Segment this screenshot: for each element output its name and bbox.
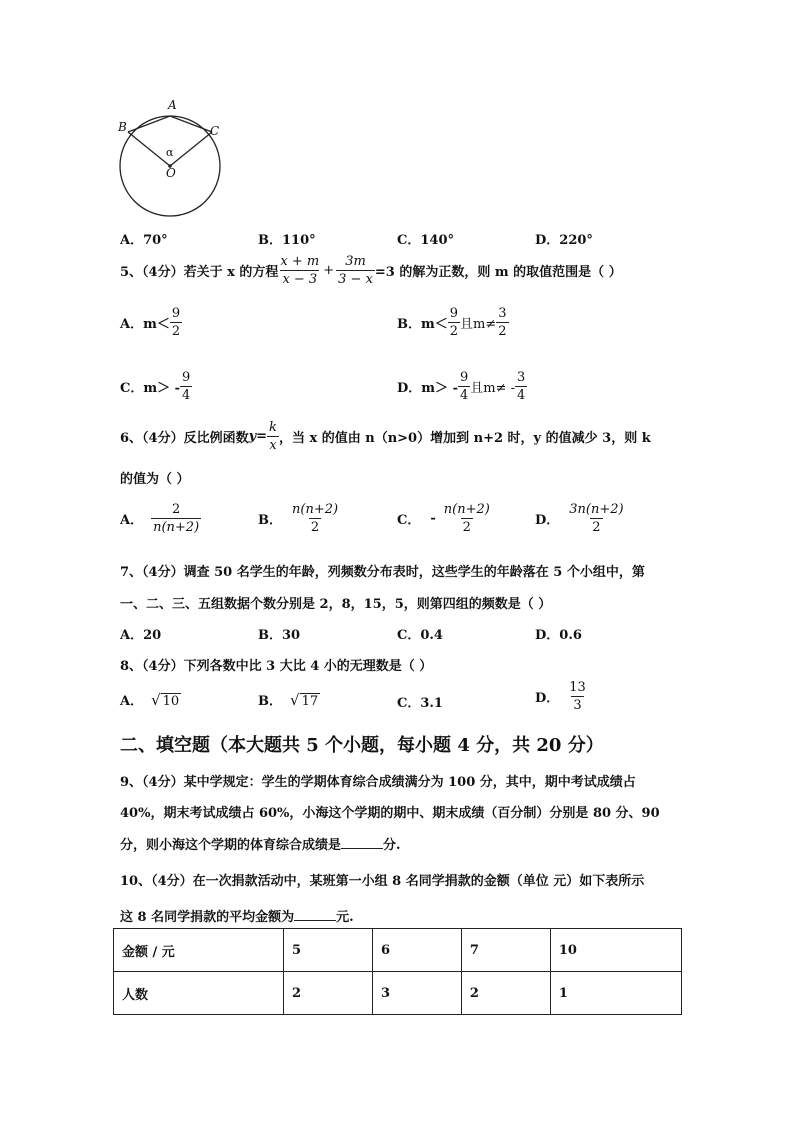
q4-option-b: B．110° bbox=[258, 233, 316, 248]
q7-stem-line1: 7、（4分）调查 50 名学生的年龄，列频数分布表时，这些学生的年龄落在 5 个小组中，第 bbox=[120, 565, 645, 580]
chord-ab bbox=[128, 116, 170, 132]
q7-option-d: D．0.6 bbox=[535, 628, 582, 643]
label-alpha: α bbox=[166, 146, 174, 159]
circle-figure bbox=[112, 98, 252, 222]
q7-option-c: C．0.4 bbox=[397, 628, 443, 643]
label-o: O bbox=[166, 166, 176, 180]
q6-option-a: A． $\frac{2}{n(n+2)}$ bbox=[120, 502, 200, 535]
q4-option-a: A．70° bbox=[120, 233, 168, 248]
table-cell: 5 bbox=[284, 929, 373, 972]
table-cell: 3 bbox=[372, 972, 461, 1015]
q10-stem-line1: 10、（4分）在一次捐款活动中，某班第一小组 8 名同学捐款的金额（单位 元）如下表所示 bbox=[120, 874, 645, 889]
q5-fraction-2: $\frac{3m}{3 - x}$ bbox=[338, 254, 373, 287]
table-row bbox=[114, 929, 682, 972]
label-b: B bbox=[118, 120, 127, 134]
q9-stem-line1: 9、（4分）某中学规定：学生的学期体育综合成绩满分为 100 分，其中，期中考试成绩占 bbox=[120, 775, 636, 790]
q8-option-d: D． $\frac{13}{3}$ bbox=[535, 680, 586, 713]
q5-option-c: C． m＞ - $\frac{9}{4}$ bbox=[120, 370, 191, 403]
label-c: C bbox=[210, 124, 220, 138]
table-cell: 金额 / 元 bbox=[114, 929, 284, 972]
q8-option-b: B． √ 17 bbox=[258, 691, 319, 709]
q4-option-c: C．140° bbox=[397, 233, 454, 248]
section-title: 二、填空题（本大题共 5 个小题，每小题 4 分，共 20 分） bbox=[120, 735, 604, 756]
donation-table bbox=[113, 928, 682, 1015]
q5-fraction-1: $\frac{x + m}{x - 3}$ bbox=[280, 254, 320, 287]
q6-stem: 6、（4分）反比例函数 y= $\frac{k}{x}$ ，当 x 的值由 n（n>0）增加到 n+2 时，y 的值减少 3，则 k bbox=[120, 420, 651, 453]
circle-diagram bbox=[112, 98, 252, 222]
table-cell: 1 bbox=[550, 972, 681, 1015]
radius-ob bbox=[128, 132, 170, 166]
table-cell: 2 bbox=[461, 972, 550, 1015]
label-a: A bbox=[168, 98, 177, 112]
table-cell: 6 bbox=[372, 929, 461, 972]
q5-option-b: B． m＜ $\frac{9}{2}$ 且m≠ $\frac{3}{2}$ bbox=[397, 306, 507, 339]
q8-stem: 8、（4分）下列各数中比 3 大比 4 小的无理数是（ ） bbox=[120, 659, 433, 674]
q6-option-b: B． $\frac{n(n+2)}{2}$ bbox=[258, 502, 339, 535]
q7-option-a: A．20 bbox=[120, 628, 162, 643]
q8-option-a: A． √ 10 bbox=[120, 691, 180, 709]
table-row bbox=[114, 972, 682, 1015]
q6-option-c: C． - $\frac{n(n+2)}{2}$ bbox=[397, 502, 490, 535]
table-cell: 2 bbox=[284, 972, 373, 1015]
q7-stem-line2: 一、二、三、五组数据个数分别是 2，8，15，5，则第四组的频数是（ ） bbox=[120, 597, 552, 612]
q6-option-d: D． $\frac{3n(n+2)}{2}$ bbox=[535, 502, 624, 535]
table-cell: 人数 bbox=[114, 972, 284, 1015]
q6-stem-line2: 的值为（ ） bbox=[120, 472, 190, 487]
q9-stem-line3: 分，则小海这个学期的体育综合成绩是 分. bbox=[120, 838, 401, 853]
q5-stem: 5、（4分）若关于 x 的方程 $\frac{x + m}{x - 3}$ + $\frac{3m}{3 - x}$ =3 的解为正数，则 m 的取值范围是（ ） bbox=[120, 254, 622, 287]
q4-option-d: D．220° bbox=[535, 233, 593, 248]
q8-option-c: C．3.1 bbox=[397, 696, 443, 711]
q9-answer-blank bbox=[341, 836, 383, 849]
q10-stem-line2: 这 8 名同学捐款的平均金额为 元. bbox=[120, 910, 354, 925]
table-cell: 7 bbox=[461, 929, 550, 972]
q7-option-b: B．30 bbox=[258, 628, 301, 643]
q5-option-a: A． m＜ $\frac{9}{2}$ bbox=[120, 306, 181, 339]
q5-option-d: D． m＞ - $\frac{9}{4}$ 且m≠ - $\frac{3}{4}$ bbox=[397, 370, 526, 403]
radius-oc bbox=[170, 132, 212, 166]
q10-answer-blank bbox=[294, 908, 336, 921]
q9-stem-line2: 40%，期末考试成绩占 60%，小海这个学期的期中、期末成绩（百分制）分别是 80 分、90 bbox=[120, 806, 660, 821]
chord-ac bbox=[170, 116, 212, 132]
table-cell: 10 bbox=[550, 929, 681, 972]
